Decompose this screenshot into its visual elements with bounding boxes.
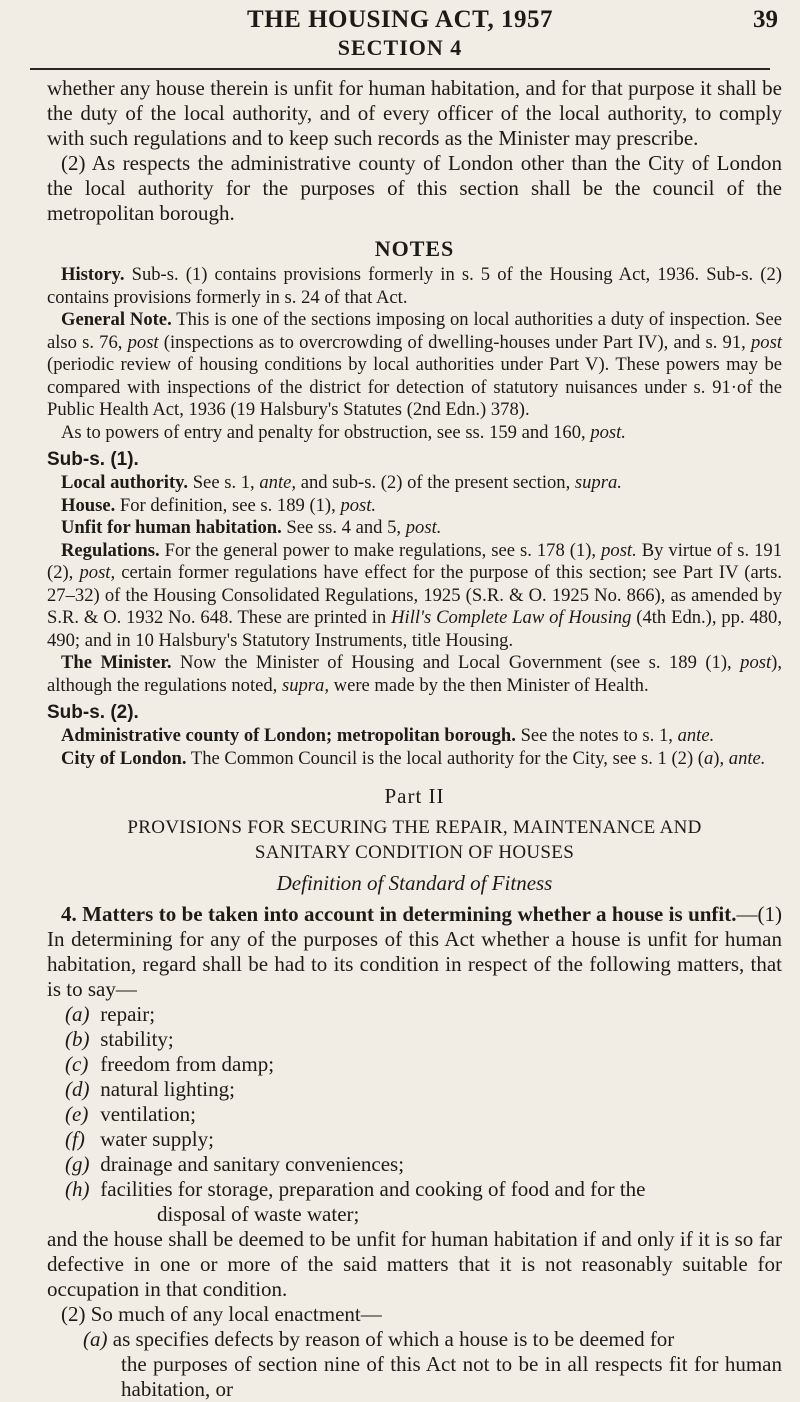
- item-text-continued: disposal of waste water;: [157, 1202, 360, 1226]
- note-minister-post: post: [740, 652, 772, 673]
- definition-heading: Definition of Standard of Fitness: [276, 871, 553, 895]
- section-4-title: 4. Matters to be taken into account in determining whether a house is unfit.: [61, 902, 737, 926]
- note-city-a: a: [704, 747, 714, 769]
- list-item: [47, 1152, 782, 1177]
- note-minister-text-3: were made by the then Minister of Health.: [333, 674, 649, 696]
- section-4-subsection-2a: [47, 1327, 782, 1402]
- sub2a-text: as specifies defects by reason of which a house is to be deemed for: [112, 1327, 675, 1351]
- note-regs-post-1: post.: [601, 539, 637, 561]
- note-minister-text-1: Now the Minister of Housing and Local Government (see s. 189 (1),: [180, 652, 732, 673]
- section-4-subsection-2: (2) So much of any local enactment—: [61, 1302, 382, 1326]
- intro-paragraph-2: (2) As respects the administrative county of London other than the City of London the local authority for the purposes of this section shall be the council of the metropolitan borough.: [47, 151, 782, 225]
- part-title: Part II: [384, 784, 445, 808]
- note-unfit-text: See ss. 4 and 5,: [286, 517, 402, 538]
- item-text: repair;: [100, 1002, 156, 1026]
- section-4-conclusion: and the house shall be deemed to be unfit for human habitation if and only if it is so far defective in one or more of the said matters that it is not reasonably suitable for occupation in that condition.: [47, 1227, 782, 1301]
- page-number: 39: [753, 6, 778, 33]
- body-text: [47, 76, 782, 1402]
- item-text: natural lighting;: [100, 1077, 235, 1101]
- item-text: drainage and sanitary conveniences;: [100, 1152, 405, 1176]
- note-local-text-1: See s. 1,: [192, 472, 255, 493]
- note-regs-book: Hill's Complete Law of Housing: [391, 607, 632, 628]
- note-general: [47, 309, 782, 422]
- note-regs-label: Regulations.: [61, 539, 160, 561]
- page-header: [0, 6, 800, 66]
- subsection-1-heading: Sub-s. (1).: [47, 449, 139, 470]
- item-text: facilities for storage, preparation and cooking of food and for the: [100, 1177, 646, 1201]
- note-general-post-2: post: [750, 331, 782, 353]
- note-regulations: [47, 540, 782, 653]
- note-general-label: General Note.: [61, 309, 172, 330]
- note-entry-text: As to powers of entry and penalty for obstruction, see ss. 159 and 160,: [61, 421, 586, 443]
- list-item: [47, 1002, 782, 1027]
- note-general-post-1: post: [127, 331, 159, 353]
- list-item: [47, 1077, 782, 1102]
- note-general-text-3: (periodic review of housing conditions by local authorities under Part V). These powers may be compared with inspections of the district for detection of statutory nuisances under s. 91·of the Public Health Act, 1936 (19 Halsbury's Statutes (2nd Edn.) 378).: [47, 354, 782, 420]
- provisions-line-2: SANITARY CONDITION OF HOUSES: [254, 842, 575, 863]
- item-label: (h): [65, 1177, 90, 1201]
- note-admin-ante: ante.: [677, 725, 715, 746]
- note-regs-text-3: certain former regulations have effect for the purpose of this section; see Part IV (arts. 27–32) of the Housing Consolidated Regulations, 1925 (S.R. & O. 1925 No. 866), as amended by S.R. & O. 1932 No. 648. These are printed in: [47, 562, 782, 628]
- note-unfit-label: Unfit for human habitation.: [61, 517, 282, 538]
- note-administrative: [47, 725, 782, 748]
- running-title: THE HOUSING ACT, 1957: [247, 6, 553, 33]
- note-regs-text-1: For the general power to make regulations, see s. 178 (1),: [164, 539, 597, 561]
- section-4-opening: [47, 902, 782, 1002]
- note-admin-label: Administrative county of London; metropolitan borough.: [61, 725, 516, 746]
- list-item: [47, 1102, 782, 1127]
- note-general-text-2: (inspections as to overcrowding of dwelling-houses under Part IV), and s. 91,: [163, 331, 746, 353]
- note-history-text: Sub-s. (1) contains provisions formerly in s. 5 of the Housing Act, 1936. Sub-s. (2) contains provisions formerly in s. 24 of that Act.: [47, 264, 782, 308]
- item-label: (f): [65, 1127, 85, 1151]
- note-entry-post: post.: [590, 421, 626, 443]
- item-label: (b): [65, 1027, 90, 1051]
- note-local-supra: supra.: [574, 472, 622, 493]
- subsection-2-heading: Sub-s. (2).: [47, 702, 139, 723]
- note-city-text: The Common Council is the local authority for the City, see s. 1 (2) (: [190, 747, 704, 769]
- list-item: [47, 1027, 782, 1052]
- item-label: (d): [65, 1077, 90, 1101]
- sub2a-label: (a): [83, 1327, 108, 1351]
- note-minister-supra: supra,: [281, 674, 329, 696]
- note-local-label: Local authority.: [61, 472, 189, 493]
- note-entry: [47, 422, 782, 445]
- sub2a-text-continued: the purposes of section nine of this Act not to be in all respects fit for human habitation, or: [121, 1352, 782, 1401]
- item-label: (g): [65, 1152, 90, 1176]
- note-city-ante: ante.: [728, 747, 766, 769]
- header-rule: [30, 68, 770, 70]
- list-item: [47, 1052, 782, 1077]
- notes-heading: NOTES: [374, 236, 455, 261]
- note-admin-text: See the notes to s. 1,: [520, 725, 673, 746]
- list-item: [47, 1177, 782, 1227]
- note-regs-text-2: By virtue of s. 191 (2),: [47, 539, 783, 583]
- item-label: (e): [65, 1102, 89, 1126]
- note-history-label: History.: [61, 264, 125, 285]
- note-local-authority: [47, 472, 782, 495]
- provisions-line-1: PROVISIONS FOR SECURING THE REPAIR, MAINTENANCE AND: [127, 817, 702, 838]
- note-city: [47, 748, 782, 771]
- note-house-label: House.: [61, 494, 116, 516]
- item-text: stability;: [100, 1027, 174, 1051]
- matters-list: [47, 1002, 782, 1227]
- note-general-text-1: This is one of the sections imposing on local authorities a duty of inspection. See also s. 76,: [47, 309, 782, 353]
- note-unfit-post: post.: [405, 517, 442, 538]
- note-local-ante: ante,: [259, 472, 297, 493]
- item-label: (a): [65, 1002, 90, 1026]
- item-text: ventilation;: [100, 1102, 196, 1126]
- note-house-text: For definition, see s. 189 (1),: [119, 494, 336, 516]
- note-history: [47, 264, 782, 309]
- intro-paragraph-1: whether any house therein is unfit for human habitation, and for that purpose it shall be the duty of the local authority, and of every officer of the local authority, to comply with such regulations and to keep such records as the Minister may prescribe.: [47, 76, 782, 150]
- note-house-post: post.: [340, 494, 377, 516]
- section-4-text: —(1) In determining for any of the purposes of this Act whether a house is unfit for human habitation, regard shall be had to its condition in respect of the following matters, that is to say—: [47, 902, 782, 1001]
- note-regs-text-4: (4th Edn.), pp. 480, 490; and in 10 Halsbury's Statutory Instruments, title Housing.: [47, 607, 783, 651]
- note-minister-text-2: ), although the regulations noted,: [47, 652, 782, 696]
- note-local-text-2: and sub-s. (2) of the present section,: [300, 472, 571, 493]
- note-unfit: [47, 517, 782, 540]
- section-label: SECTION 4: [337, 35, 463, 60]
- note-regs-post-2: post,: [79, 562, 116, 583]
- note-city-label: City of London.: [61, 747, 187, 769]
- item-text: water supply;: [100, 1127, 214, 1151]
- item-text: freedom from damp;: [100, 1052, 275, 1076]
- note-city-text-2: ),: [713, 747, 725, 769]
- list-item: [47, 1127, 782, 1152]
- item-label: (c): [65, 1052, 89, 1076]
- note-house: [47, 495, 782, 518]
- note-minister: [47, 652, 782, 697]
- note-minister-label: The Minister.: [61, 652, 172, 673]
